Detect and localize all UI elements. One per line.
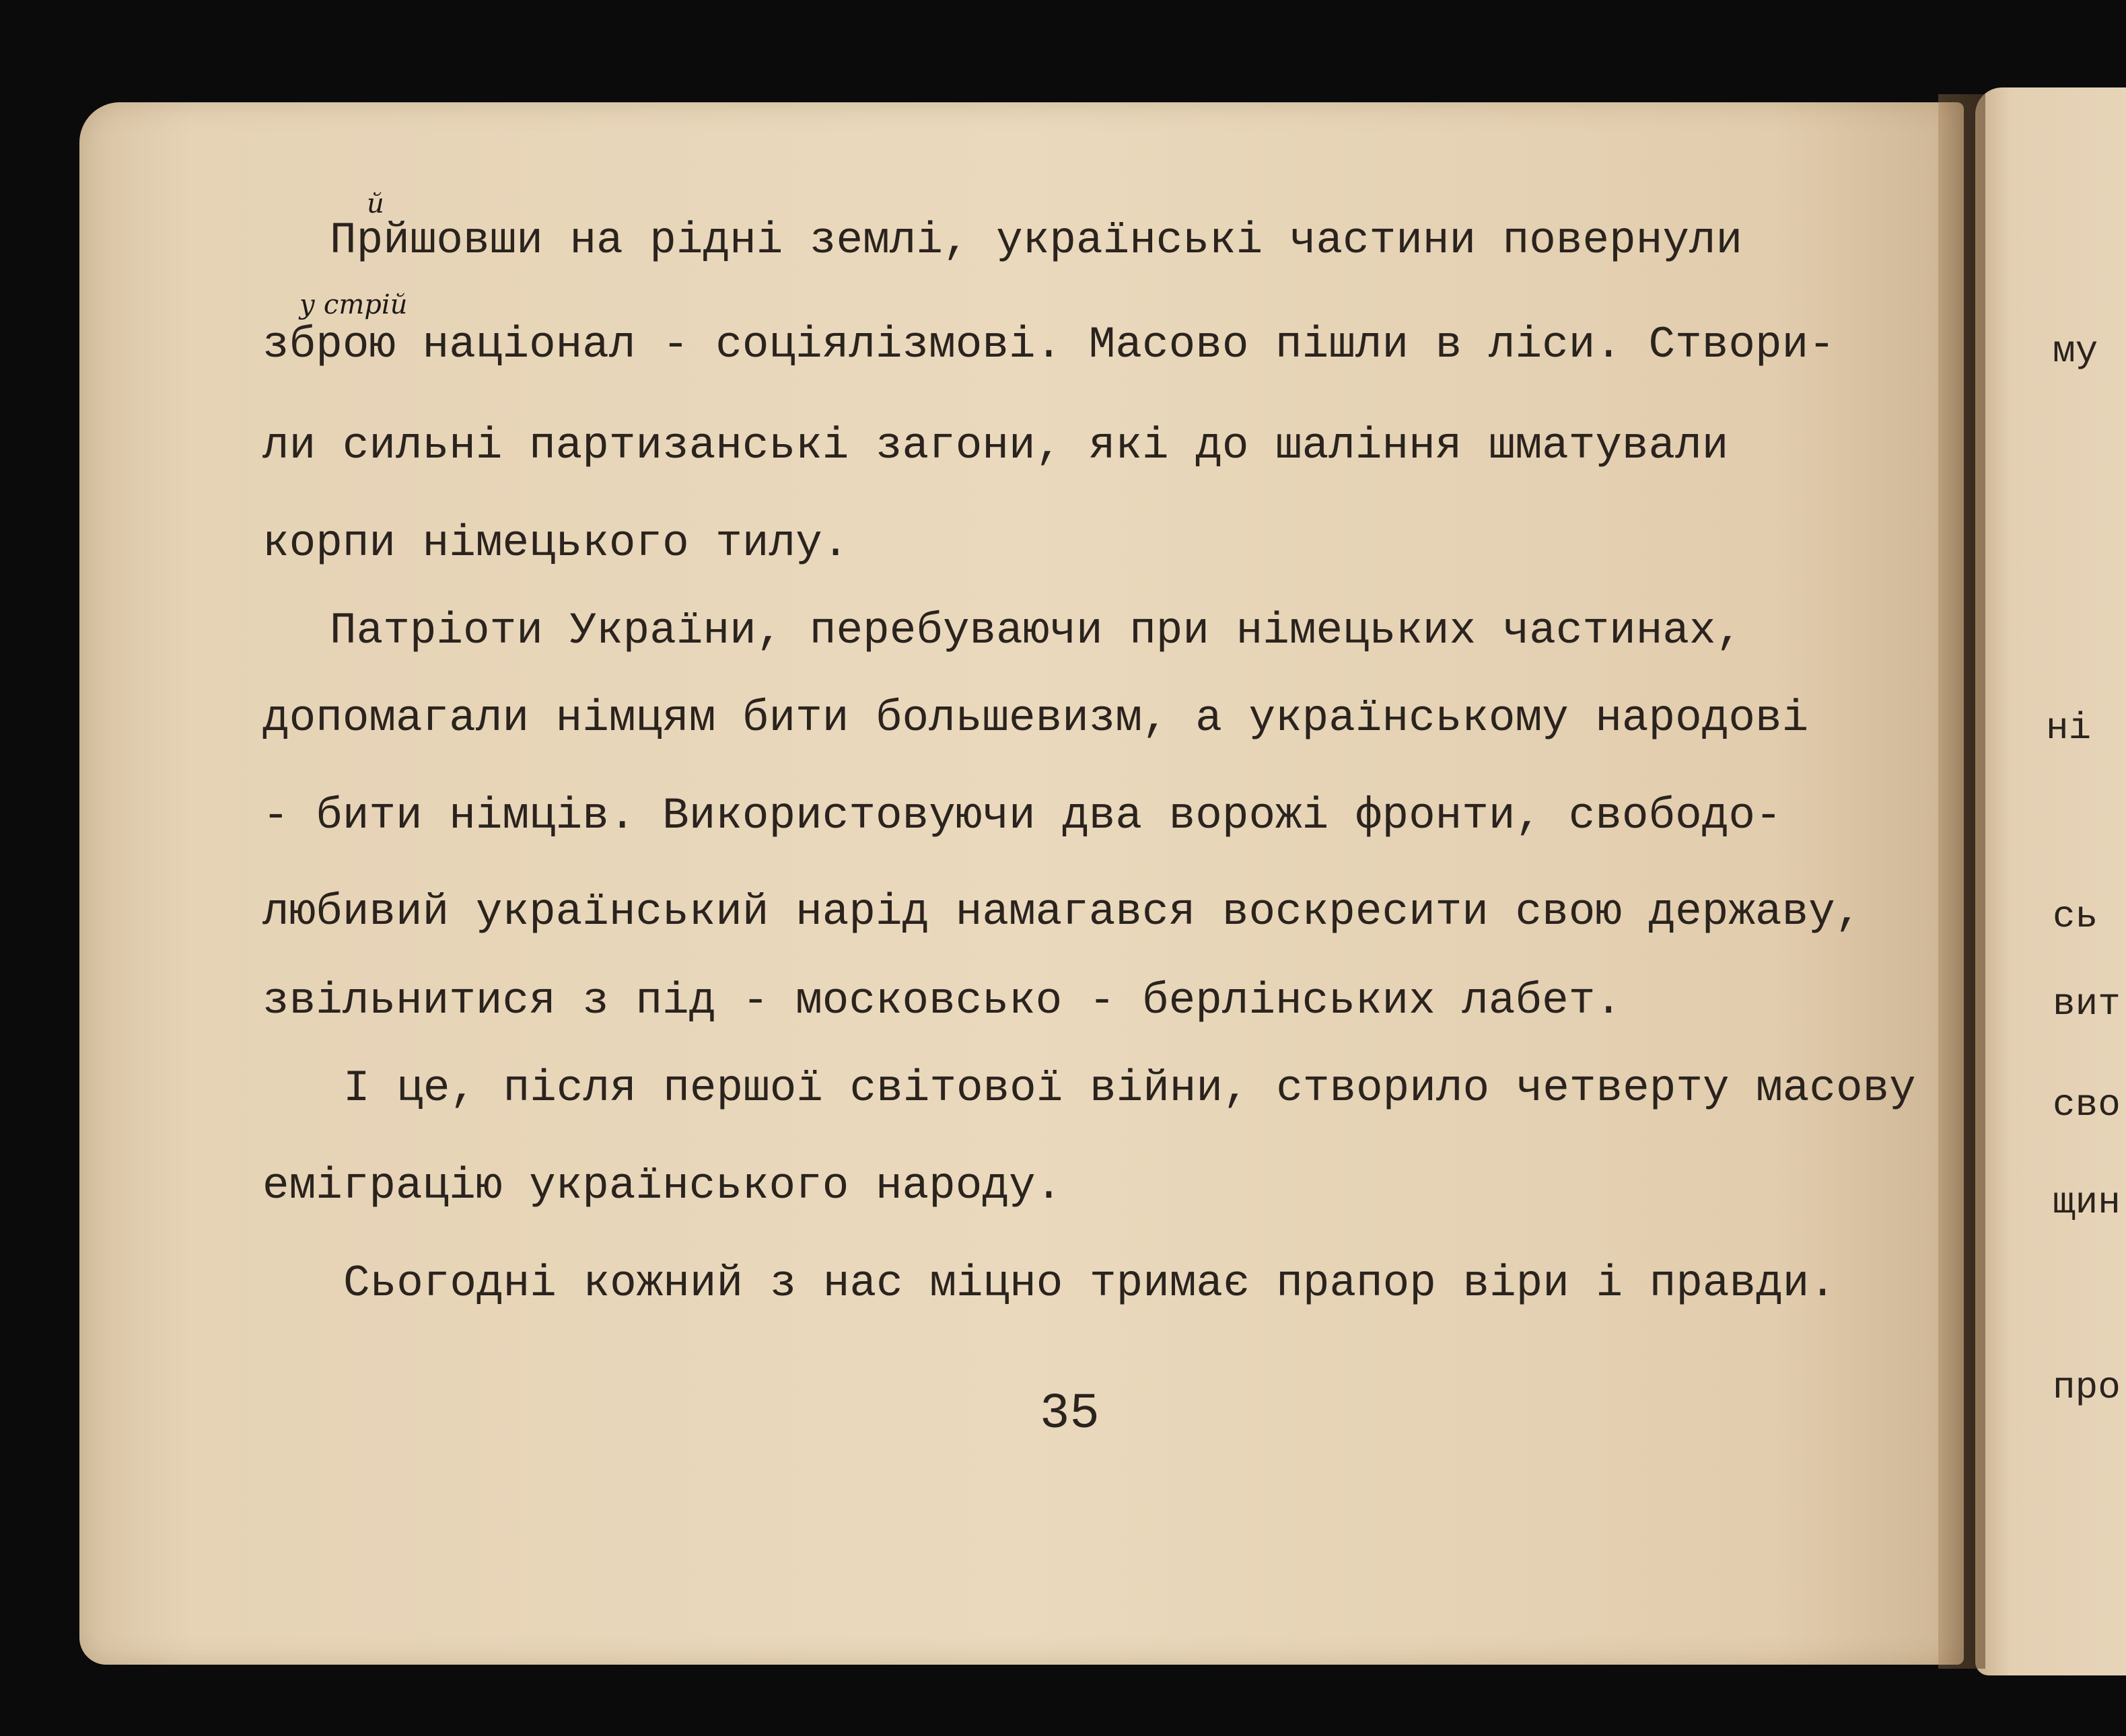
right-page-fragment: про: [2053, 1366, 2121, 1409]
text-line: еміграцію українського народу.: [262, 1161, 1063, 1211]
text-line: зброю націонал - соціялізмові. Масово пішли в ліси. Створи-: [262, 320, 1835, 370]
book-gutter: [1938, 94, 1985, 1669]
text-line: ли сильні партизанські загони, які до шаління шматували: [262, 421, 1729, 471]
right-page-fragment: му: [2053, 330, 2098, 373]
text-line: І це, після першої світової війни, створило четверту масову: [343, 1063, 1916, 1114]
right-page-fragment: ні: [2046, 707, 2092, 750]
text-line: Прйшовши на рідні землі, українські частини повернули: [330, 215, 1743, 266]
handwritten-note: у стрій: [299, 289, 408, 320]
text-line: допомагали німцям бити большевизм, а українському народові: [262, 693, 1809, 744]
text-line: любивий український нарід намагався воскресити свою державу,: [262, 887, 1862, 937]
handwritten-note: й: [367, 188, 384, 219]
text-line: звільнитися з під - московсько - берлінських лабет.: [262, 976, 1622, 1026]
text-line: Патріоти України, перебуваючи при німецьких частинах,: [330, 606, 1743, 656]
right-page-fragment: сво: [2053, 1083, 2121, 1126]
text-line: Сьогодні кожний з нас міцно тримає прапор віри і правди.: [343, 1258, 1836, 1309]
right-page-fragment: сь: [2053, 895, 2098, 938]
right-page-fragment: вит: [2053, 982, 2121, 1025]
text-line: - бити німців. Використовуючи два ворожі фронти, свободо-: [262, 791, 1782, 841]
text-line: корпи німецького тилу.: [262, 518, 849, 569]
right-page-fragment: щин: [2053, 1181, 2121, 1224]
right-page: [1975, 87, 2126, 1675]
page-number: 35: [1040, 1386, 1100, 1443]
